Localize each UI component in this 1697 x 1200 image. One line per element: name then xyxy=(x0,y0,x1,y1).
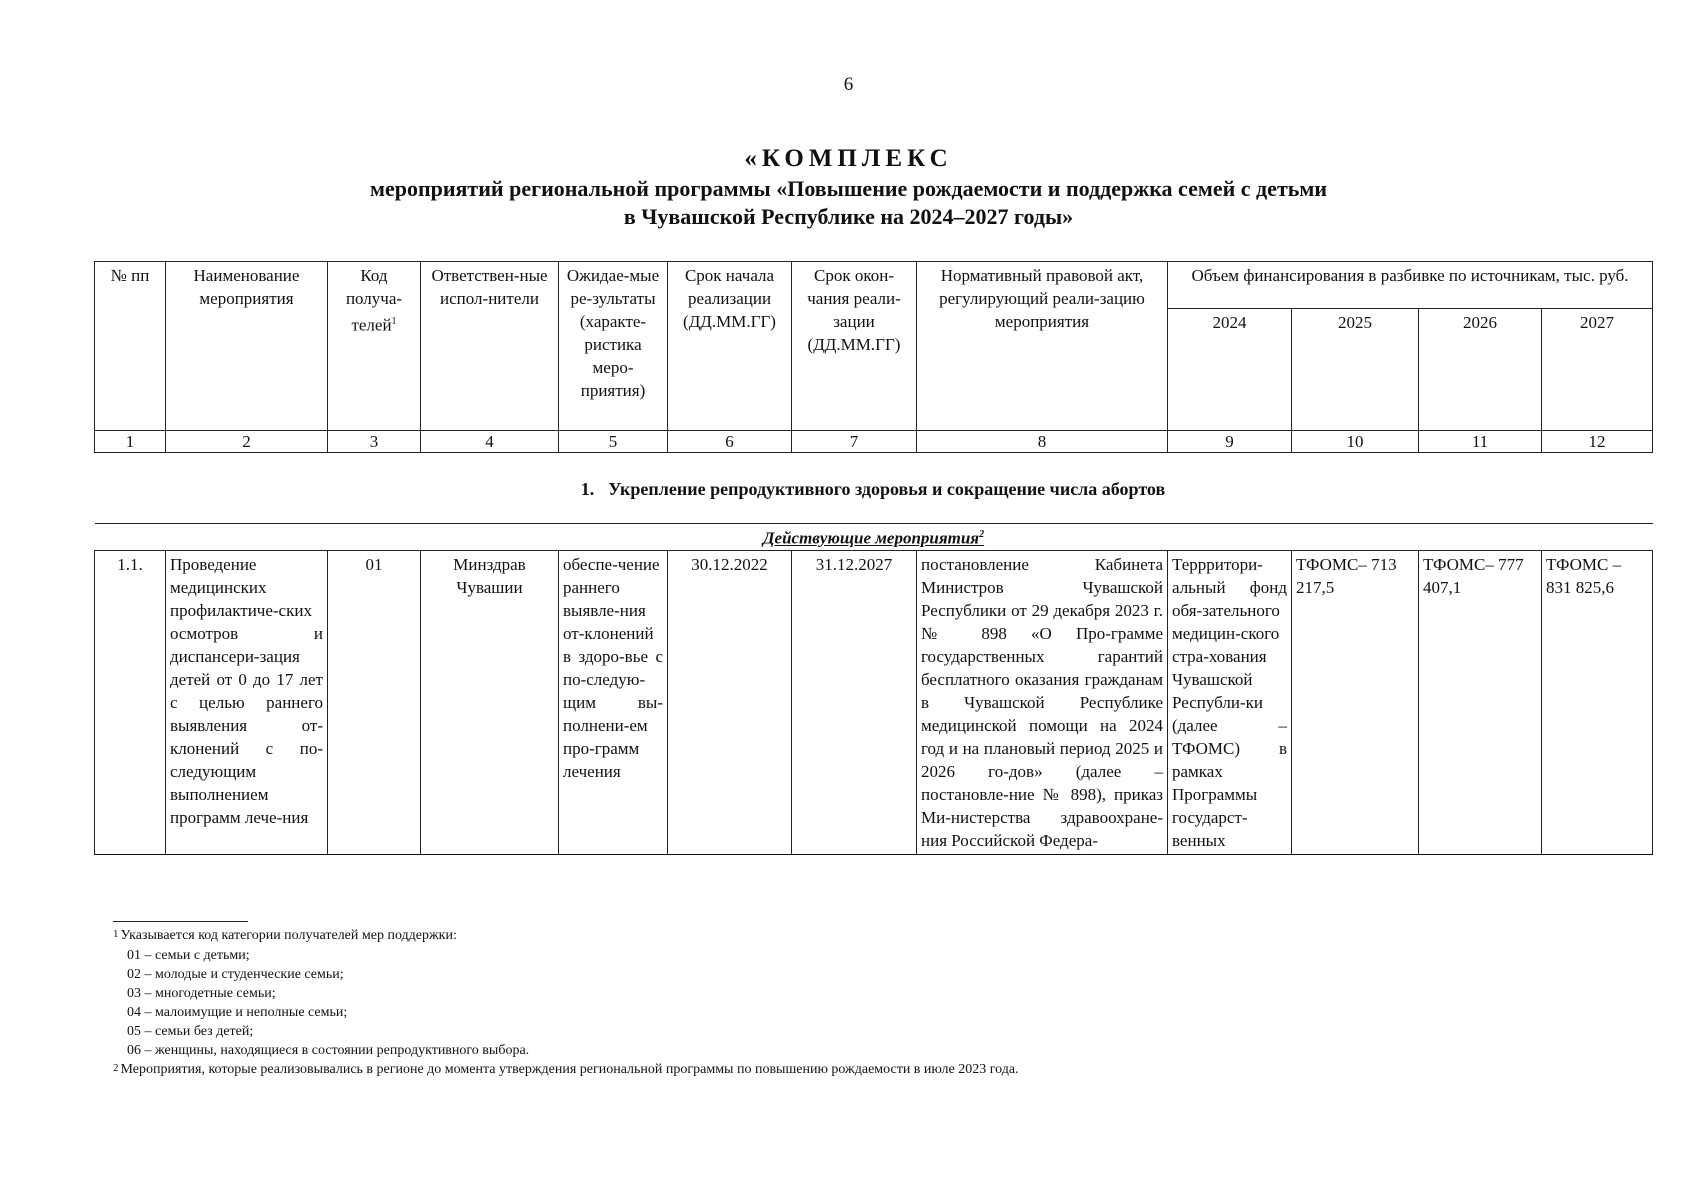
section-heading: Укрепление репродуктивного здоровья и сокращение числа абортов xyxy=(608,479,1166,499)
column-number: 2 xyxy=(166,431,328,453)
footnote-item: 02 – молодые и студенческие семьи; xyxy=(127,967,344,982)
row-recipient-code: 01 xyxy=(328,550,421,854)
footnote-2-text: Мероприятия, которые реализовывались в регионе до момента утверждения региональной программы по повышению рождаемости в июле 2023 года. xyxy=(120,1062,1019,1077)
measures-table xyxy=(94,523,1653,855)
header-code-footnote-mark: 1 xyxy=(391,316,397,327)
footnote-divider xyxy=(113,921,248,922)
row-responsible: Минздрав Чувашии xyxy=(421,550,559,854)
column-number: 6 xyxy=(668,431,792,453)
header-number: № пп xyxy=(95,262,166,431)
column-number: 5 xyxy=(559,431,668,453)
header-start-date: Срок начала реализации (ДД.ММ.ГГ) xyxy=(668,262,792,431)
column-number: 4 xyxy=(421,431,559,453)
header-name: Наименование мероприятия xyxy=(166,262,328,431)
header-expected-results: Ожидае-мые ре-зультаты (характе-ристика меро-приятия) xyxy=(559,262,668,431)
header-code xyxy=(328,262,421,431)
document-title xyxy=(0,143,1697,231)
footnote-1 xyxy=(113,926,1633,946)
footnote-2 xyxy=(113,1060,1633,1080)
row-start-date: 30.12.2022 xyxy=(668,550,792,854)
table-header xyxy=(94,261,1653,453)
column-number: 7 xyxy=(792,431,917,453)
header-year-2026: 2026 xyxy=(1419,309,1542,431)
row-amount-2027: ТФОМС – 831 825,6 xyxy=(1542,550,1653,854)
footnotes xyxy=(113,926,1633,1080)
column-number: 11 xyxy=(1419,431,1542,453)
header-legal-act: Нормативный правовой акт, регулирующий реали-зацию мероприятия xyxy=(917,262,1168,431)
footnote-item: 04 – малоимущие и неполные семьи; xyxy=(127,1005,348,1020)
title-line-1: «КОМПЛЕКС xyxy=(744,145,953,172)
header-year-2025: 2025 xyxy=(1292,309,1419,431)
row-funding-source: Террритори-альный фонд обя-зательного медицин-ского стра-хования Чувашской Республи-ки (далее – ТФОМС) в рамках Программы государст-венных xyxy=(1168,550,1292,854)
title-line-3: в Чувашской Республике на 2024–2027 годы» xyxy=(623,204,1074,229)
header-year-2024: 2024 xyxy=(1168,309,1292,431)
page-number: 6 xyxy=(843,74,854,95)
header-end-date: Срок окон-чания реали-зации (ДД.ММ.ГГ) xyxy=(792,262,917,431)
header-year-2027: 2027 xyxy=(1542,309,1653,431)
footnote-1-text: Указывается код категории получателей мер поддержки: xyxy=(120,928,457,943)
footnote-1-mark: 1 xyxy=(113,928,119,940)
row-measure-name: Проведение медицинских профилактиче-ских осмотров и диспансери-зация детей от 0 до 17 лет с целью раннего выявления от-клонений с по-следующим выполнением программ лече-ния xyxy=(166,550,328,854)
column-number: 9 xyxy=(1168,431,1292,453)
row-end-date: 31.12.2027 xyxy=(792,550,917,854)
section-title xyxy=(94,479,1652,500)
row-number: 1.1. xyxy=(95,550,166,854)
column-number: 10 xyxy=(1292,431,1419,453)
active-measures-heading xyxy=(95,524,1653,551)
footnote-item: 01 – семьи с детьми; xyxy=(127,948,250,963)
section-number: 1. xyxy=(580,479,595,499)
footnote-2-mark: 2 xyxy=(113,1062,119,1074)
column-number: 8 xyxy=(917,431,1168,453)
header-financing: Объем финансирования в разбивке по источникам, тыс. руб. xyxy=(1168,262,1653,309)
active-measures-footnote-mark: 2 xyxy=(979,529,985,540)
table-row xyxy=(95,550,1653,854)
footnote-item: 06 – женщины, находящиеся в состоянии репродуктивного выбора. xyxy=(127,1043,530,1058)
row-legal-act: постановление Кабинета Министров Чувашской Республики от 29 декабря 2023 г. № 898 «О Про-грамме государственных гарантий бесплатного оказания гражданам в Чувашской Республике медицинской помощи на 2024 год и на плановый период 2025 и 2026 го-дов» (далее – постановле-ние № 898), приказ Ми-нистерства здравоохране-ния Российской Федера- xyxy=(917,550,1168,854)
column-number: 1 xyxy=(95,431,166,453)
header-responsible: Ответствен-ные испол-нители xyxy=(421,262,559,431)
column-number: 3 xyxy=(328,431,421,453)
header-code-label: Код получа-телей xyxy=(345,266,403,335)
row-amount-2025: ТФОМС– 713 217,5 xyxy=(1292,550,1419,854)
column-number: 12 xyxy=(1542,431,1653,453)
row-amount-2026: ТФОМС– 777 407,1 xyxy=(1419,550,1542,854)
row-expected-results: обеспе-чение раннего выявле-ния от-клонений в здоро-вье с по-следую-щим вы-полнени-ем про-грамм лечения xyxy=(559,550,668,854)
title-line-2: мероприятий региональной программы «Повышение рождаемости и поддержка семей с детьми xyxy=(369,176,1328,201)
active-measures-label: Действующие мероприятия xyxy=(762,528,980,548)
footnote-item: 05 – семьи без детей; xyxy=(127,1024,254,1039)
footnote-item: 03 – многодетные семьи; xyxy=(127,986,276,1001)
